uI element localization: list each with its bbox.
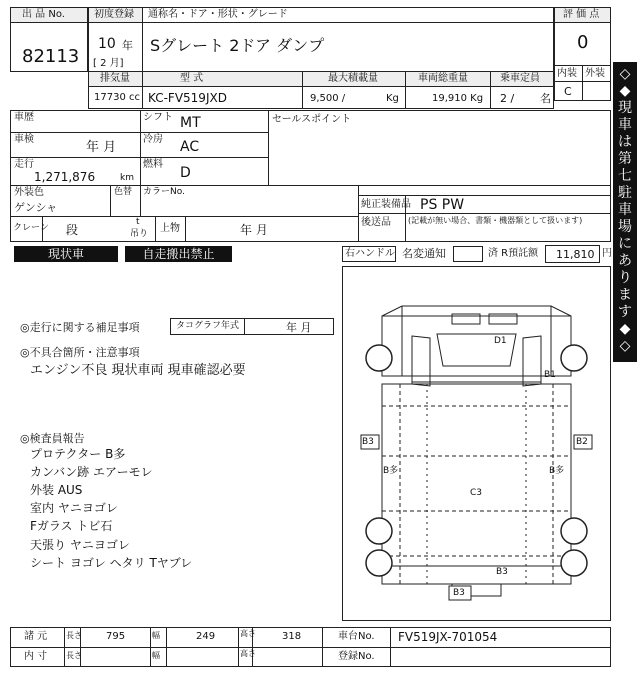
width-value: 249: [196, 631, 216, 642]
fuel-value: D: [180, 165, 191, 181]
tachograph-label: タコグラフ年式: [176, 321, 240, 331]
driving-notes-label: ◎走行に関する補足事項: [20, 321, 140, 334]
model-desc-label: 通称名・ドア・形状・グレード: [148, 9, 288, 20]
damage-mark-b2-right: B2: [576, 437, 588, 447]
chassis-value: FV519JX-701054: [398, 630, 498, 644]
crane-t: t: [136, 217, 140, 227]
width-label: 幅: [152, 631, 160, 640]
damage-mark-b-many-left: B多: [383, 466, 399, 476]
crane-lift: 吊り: [130, 229, 149, 239]
height-label: 高さ: [240, 629, 256, 638]
score-value: 0: [577, 32, 589, 53]
damage-mark-c3: C3: [470, 488, 483, 498]
inspector-label: ◎検査員報告: [20, 432, 85, 445]
color-code-label: 色替: [114, 187, 133, 197]
interior-label: 内装: [557, 68, 577, 79]
damage-mark-b3-left: B3: [362, 437, 374, 447]
name-change-label: 名変通知: [402, 247, 446, 260]
damage-mark-d1: D1: [494, 336, 507, 346]
history-label: 車歴: [14, 112, 34, 123]
name-change-box: [453, 246, 483, 262]
lot-label: 出 品 No.: [22, 9, 65, 20]
exterior-grade-cell: [582, 81, 611, 101]
displacement-value: 17730 cc: [94, 92, 140, 103]
crane-label: クレーン: [13, 223, 49, 233]
aircon-value: AC: [180, 139, 200, 155]
length-value: 795: [106, 631, 126, 642]
upper-value: 年 月: [240, 223, 268, 237]
color-value: ゲンシャ: [14, 201, 58, 214]
mileage-value: 1,271,876: [34, 170, 96, 184]
capacity-unit: 名: [540, 92, 551, 105]
truck-diagram: [342, 266, 611, 621]
first-reg-month: [ 2 月]: [93, 58, 124, 69]
mileage-label: 走行: [14, 159, 34, 170]
inspector-line: Fガラス トビ石: [30, 519, 113, 533]
inspector-line: 天張り ヤニヨゴレ: [30, 538, 130, 552]
gross-weight-value: 19,910 Kg: [432, 93, 484, 104]
interior-grade: C: [564, 85, 572, 98]
dims-label: 諸 元: [24, 631, 48, 642]
inspector-line: カンバン跡 エアーモレ: [30, 465, 153, 479]
model-code: KC-FV519JXD: [148, 91, 227, 105]
inspector-line: プロテクター B多: [30, 447, 126, 461]
inner-length-label: 長さ: [66, 651, 82, 660]
exterior-label: 外装: [585, 68, 605, 79]
score-label: 評 価 点: [563, 9, 600, 20]
aircon-label: 冷房: [143, 134, 163, 145]
aftermarket-note: (記載が無い場合、書類・機器類として扱います): [408, 216, 583, 225]
color-label: 外装色: [14, 187, 44, 198]
defects-text: エンジン不良 現状車両 現車確認必要: [30, 363, 246, 378]
right-hand: 右ハンドル: [345, 248, 395, 259]
equipment-label: 純正装備品: [361, 199, 411, 210]
recycle-unit: 円: [602, 248, 612, 259]
height-value: 318: [282, 631, 302, 642]
reg-label: 登録No.: [338, 651, 375, 662]
chassis-label: 車台No.: [338, 631, 375, 642]
equipment-value: PS PW: [420, 197, 465, 213]
first-reg-year: 10: [98, 36, 116, 52]
aftermarket-label: 後送品: [361, 217, 391, 228]
max-load-value: 9,500 /: [310, 93, 346, 104]
upper-label: 上物: [160, 223, 180, 234]
length-label: 長さ: [66, 631, 82, 640]
model-label: 型 式: [180, 73, 204, 84]
capacity-value: 2 /: [500, 92, 515, 105]
inner-height-label: 高さ: [240, 649, 256, 658]
inspection-label: 車検: [14, 134, 34, 145]
max-load-unit: Kg: [386, 93, 399, 104]
fuel-label: 燃料: [143, 159, 163, 170]
mileage-unit: km: [120, 173, 134, 183]
as-is-badge: 現状車: [14, 246, 118, 262]
crane-stage: 段: [66, 223, 79, 237]
model-desc: Sグレート 2ドア ダンプ: [150, 36, 325, 55]
defects-label: ◎不具合箇所・注意事項: [20, 346, 140, 359]
recycle-amount: 11,810: [556, 248, 595, 261]
location-banner: ◇ ◆ 現 車 は 第 七 駐 車 場 に あ り ま す ◆ ◇: [613, 62, 637, 362]
max-load-label: 最大積載量: [328, 73, 378, 84]
self-drive-prohibited-badge: 自走搬出禁止: [125, 246, 232, 262]
shift-label: シフト: [143, 112, 173, 123]
inspector-line: シート ヨゴレ ヘタリ Tヤブレ: [30, 556, 193, 570]
sales-point-label: セールスポイント: [272, 114, 352, 125]
spec-label-row: [88, 71, 554, 87]
inner-dims-label: 内 寸: [24, 651, 48, 662]
inspection-value: 年 月: [86, 140, 117, 155]
color-no-label: カラーNo.: [143, 187, 185, 197]
first-reg-label: 初度登録: [94, 9, 134, 20]
capacity-label: 乗車定員: [500, 73, 540, 84]
displacement-label: 排気量: [100, 73, 130, 84]
lot-number: 82113: [22, 46, 80, 67]
gross-weight-label: 車両総重量: [418, 73, 468, 84]
damage-mark-b1: B1: [544, 370, 556, 380]
shift-value: MT: [180, 115, 201, 131]
inspector-line: 室内 ヤニヨゴレ: [30, 501, 118, 515]
recycle-label: 済 R預託额: [488, 248, 539, 259]
tachograph-value: 年 月: [286, 321, 312, 334]
damage-mark-b-many-right: B多: [549, 466, 565, 476]
first-reg-year-unit: 年: [122, 39, 133, 52]
inspector-line: 外装 AUS: [30, 483, 83, 497]
damage-mark-b3-rear: B3: [453, 588, 465, 598]
damage-mark-b3-lower: B3: [496, 567, 508, 577]
inner-width-label: 幅: [152, 651, 160, 660]
